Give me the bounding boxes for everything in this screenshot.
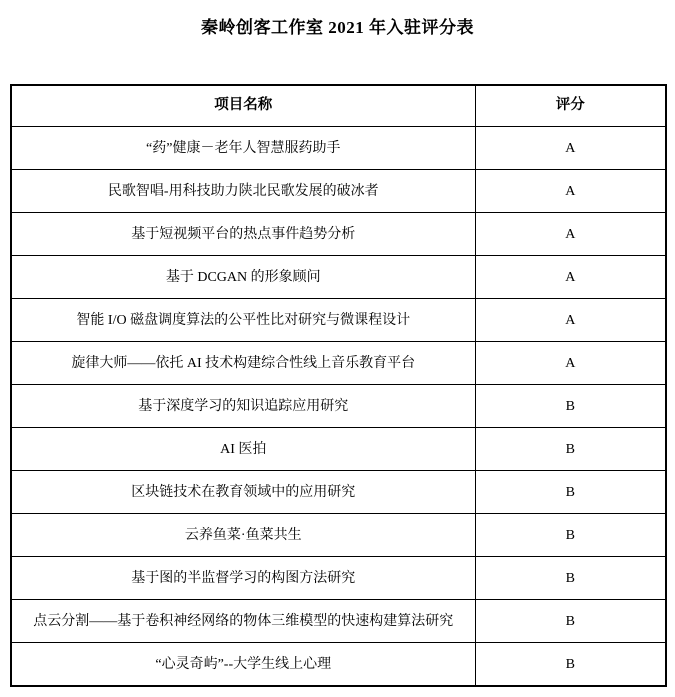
table-row bbox=[11, 170, 666, 213]
project-cell: 点云分割——基于卷积神经网络的物体三维模型的快速构建算法研究 bbox=[11, 600, 475, 643]
table-row bbox=[11, 643, 666, 687]
score-table-container bbox=[10, 84, 665, 687]
table-row bbox=[11, 557, 666, 600]
table-row bbox=[11, 342, 666, 385]
project-cell: AI 医拍 bbox=[11, 428, 475, 471]
score-cell: A bbox=[475, 127, 666, 170]
score-cell: A bbox=[475, 299, 666, 342]
page-title: 秦岭创客工作室 2021 年入驻评分表 bbox=[201, 18, 474, 37]
score-cell: B bbox=[475, 514, 666, 557]
project-cell: 基于深度学习的知识追踪应用研究 bbox=[11, 385, 475, 428]
score-cell: B bbox=[475, 557, 666, 600]
table-row bbox=[11, 213, 666, 256]
table-row bbox=[11, 514, 666, 557]
project-cell: 智能 I/O 磁盘调度算法的公平性比对研究与微课程设计 bbox=[11, 299, 475, 342]
score-cell: A bbox=[475, 213, 666, 256]
table-row bbox=[11, 385, 666, 428]
score-cell: A bbox=[475, 342, 666, 385]
project-cell: 民歌智唱-用科技助力陕北民歌发展的破冰者 bbox=[11, 170, 475, 213]
score-cell: B bbox=[475, 600, 666, 643]
score-table bbox=[10, 84, 667, 687]
score-cell: B bbox=[475, 643, 666, 687]
project-cell: 区块链技术在教育领域中的应用研究 bbox=[11, 471, 475, 514]
table-row bbox=[11, 256, 666, 299]
project-cell: 基于图的半监督学习的构图方法研究 bbox=[11, 557, 475, 600]
score-cell: B bbox=[475, 471, 666, 514]
table-row bbox=[11, 471, 666, 514]
column-header-score: 评分 bbox=[475, 85, 666, 127]
score-cell: A bbox=[475, 256, 666, 299]
project-cell: 云养鱼菜·鱼菜共生 bbox=[11, 514, 475, 557]
score-cell: B bbox=[475, 428, 666, 471]
table-row bbox=[11, 299, 666, 342]
project-cell: “药”健康－老年人智慧服药助手 bbox=[11, 127, 475, 170]
project-cell: 基于 DCGAN 的形象顾问 bbox=[11, 256, 475, 299]
table-header-row bbox=[11, 85, 666, 127]
project-cell: “心灵奇屿”--大学生线上心理 bbox=[11, 643, 475, 687]
project-cell: 基于短视频平台的热点事件趋势分析 bbox=[11, 213, 475, 256]
score-cell: B bbox=[475, 385, 666, 428]
table-row bbox=[11, 428, 666, 471]
score-cell: A bbox=[475, 170, 666, 213]
project-cell: 旋律大师——依托 AI 技术构建综合性线上音乐教育平台 bbox=[11, 342, 475, 385]
table-row bbox=[11, 600, 666, 643]
column-header-project: 项目名称 bbox=[11, 85, 475, 127]
table-row bbox=[11, 127, 666, 170]
